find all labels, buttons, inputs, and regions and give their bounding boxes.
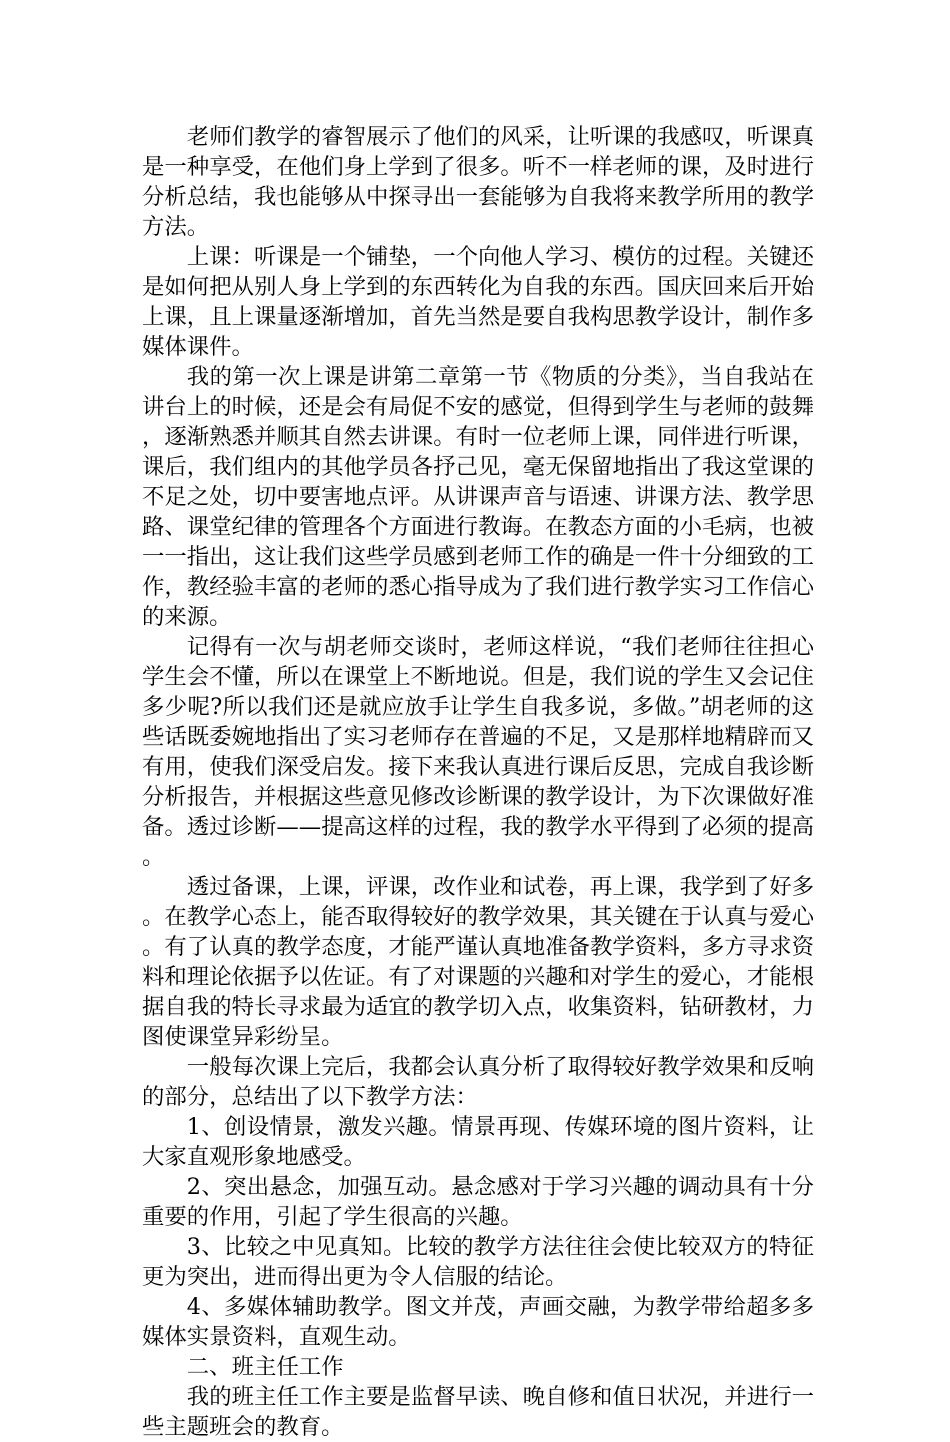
list-item-method-3: 3、比较之中见真知。比较的教学方法往往会使比较双方的特征更为突出，进而得出更为令人信服的结论。	[142, 1234, 814, 1290]
list-item-method-4: 4、多媒体辅助教学。图文并茂，声画交融，为教学带给超多多媒体实景资料，直观生动。	[142, 1294, 814, 1350]
paragraph-methods-intro: 一般每次课上完后，我都会认真分析了取得较好教学效果和反响的部分，总结出了以下教学方法：	[142, 1054, 814, 1110]
section-heading-class-teacher: 二、班主任工作	[186, 1354, 344, 1380]
paragraph-first-lesson: 我的第一次上课是讲第二章第一节《物质的分类》，当自我站在讲台上的时候，还是会有局促不安的感觉，但得到学生与老师的鼓舞，逐渐熟悉并顺其自然去讲课。有时一位老师上课，同伴进行听课，课后，我们组内的其他学员各抒己见，毫无保留地指出了我这堂课的不足之处，切中要害地点评。从讲课声音与语速、讲课方法、教学思路、课堂纪律的管理各个方面进行教诲。在教态方面的小毛病，也被一一指出，这让我们这些学员感到老师工作的确是一件十分细致的工作，教经验丰富的老师的悉心指导成为了我们进行教学实习工作信心的来源。	[142, 364, 814, 630]
paragraph-lessons-learned: 透过备课，上课，评课，改作业和试卷，再上课，我学到了好多。在教学心态上，能否取得较好的教学效果，其关键在于认真与爱心。有了认真的教学态度，才能严谨认真地准备教学资料，多方寻求资料和理论依据予以佐证。有了对课题的兴趣和对学生的爱心，才能根据自我的特长寻求最为适宜的教学切入点，收集资料，钻研教材，力图使课堂异彩纷呈。	[142, 874, 814, 1050]
paragraph-teaching-start: 上课：听课是一个铺垫，一个向他人学习、模仿的过程。关键还是如何把从别人身上学到的东西转化为自我的东西。国庆回来后开始上课，且上课量逐渐增加，首先当然是要自我构思教学设计，制作多媒体课件。	[142, 244, 814, 360]
paragraph-class-teacher-work: 我的班主任工作主要是监督早读、晚自修和值日状况，并进行一些主题班会的教育。	[142, 1384, 814, 1440]
paragraph-observation-reflection: 老师们教学的睿智展示了他们的风采，让听课的我感叹，听课真是一种享受，在他们身上学到了很多。听不一样老师的课，及时进行分析总结，我也能够从中探寻出一套能够为自我将来教学所用的教学方法。	[142, 124, 814, 240]
paragraph-teacher-advice: 记得有一次与胡老师交谈时，老师这样说，“我们老师往往担心学生会不懂，所以在课堂上不断地说。但是，我们说的学生又会记住多少呢?所以我们还是就应放手让学生自我多说，多做。”胡老师的这些话既委婉地指出了实习老师存在普遍的不足，又是那样地精辟而又有用，使我们深受启发。接下来我认真进行课后反思，完成自我诊断分析报告，并根据这些意见修改诊断课的教学设计，为下次课做好准备。透过诊断——提高这样的过程，我的教学水平得到了必须的提高。	[142, 634, 814, 870]
list-item-method-2: 2、突出悬念，加强互动。悬念感对于学习兴趣的调动具有十分重要的作用，引起了学生很高的兴趣。	[142, 1174, 814, 1230]
list-item-method-1: 1、创设情景，激发兴趣。情景再现、传媒环境的图片资料，让大家直观形象地感受。	[142, 1114, 814, 1170]
document-body	[142, 122, 814, 1442]
